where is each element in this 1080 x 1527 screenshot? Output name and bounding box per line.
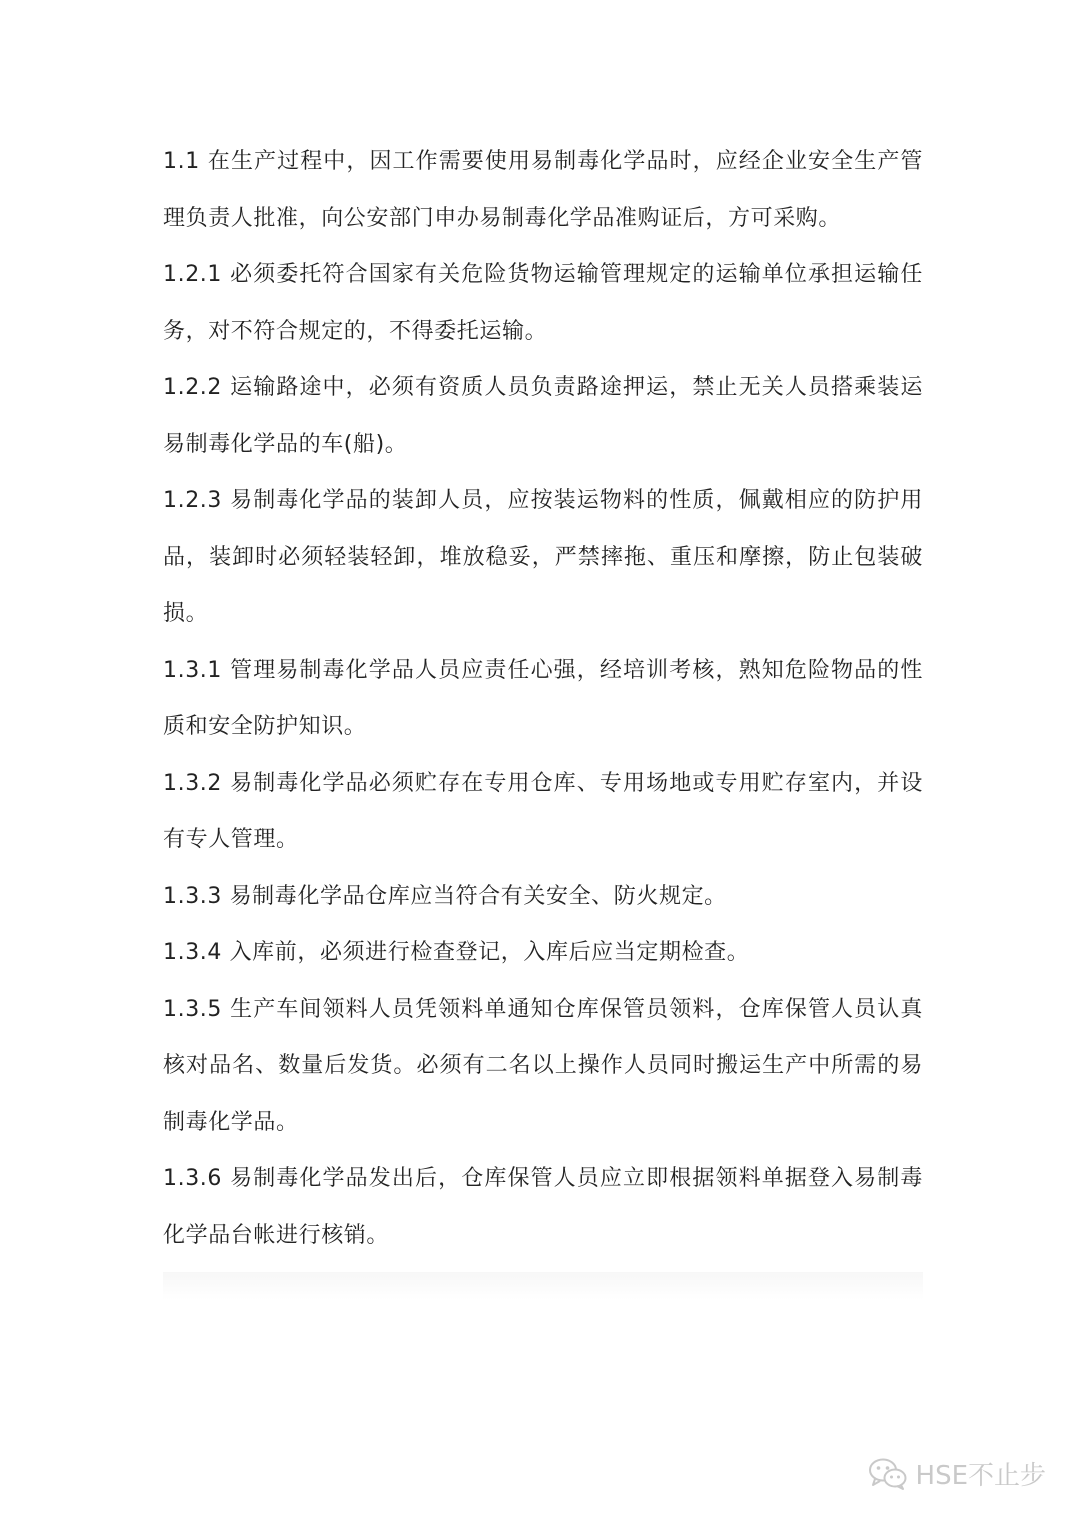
paragraph-1-1: 1.1 在生产过程中，因工作需要使用易制毒化学品时，应经企业安全生产管理负责人批准，向公安部门申办易制毒化学品准购证后，方可采购。 (163, 149, 923, 231)
document-body (163, 134, 923, 1264)
paragraph-1-3-6: 1.3.6 易制毒化学品发出后，仓库保管人员应立即根据领料单据登入易制毒化学品台帐进行核销。 (163, 1166, 923, 1248)
paragraph-1-3-5: 1.3.5 生产车间领料人员凭领料单通知仓库保管员领料，仓库保管人员认真核对品名、数量后发货。必须有二名以上操作人员同时搬运生产中所需的易制毒化学品。 (163, 996, 923, 1135)
paragraph-1-2-1: 1.2.1 必须委托符合国家有关危险货物运输管理规定的运输单位承担运输任务，对不符合规定的，不得委托运输。 (163, 262, 923, 344)
paragraph-1-2-3: 1.2.3 易制毒化学品的装卸人员，应按装运物料的性质，佩戴相应的防护用品，装卸时必须轻装轻卸，堆放稳妥，严禁摔拖、重压和摩擦，防止包装破损。 (163, 488, 923, 626)
paragraph-1-3-3: 1.3.3 易制毒化学品仓库应当符合有关安全、防火规定。 (163, 883, 727, 909)
watermark-text: HSE不止步 (915, 1461, 1046, 1491)
paragraph-1-2-2: 1.2.2 运输路途中，必须有资质人员负责路途押运，禁止无关人员搭乘装运易制毒化学品的车(船)。 (163, 375, 923, 457)
paragraph-1-3-4: 1.3.4 入库前，必须进行检查登记，入库后应当定期检查。 (163, 940, 750, 965)
wechat-icon (868, 1457, 908, 1491)
paragraph-1-3-1: 1.3.1 管理易制毒化学品人员应责任心强，经培训考核，熟知危险物品的性质和安全防护知识。 (163, 657, 923, 739)
paragraph-1-3-2: 1.3.2 易制毒化学品必须贮存在专用仓库、专用场地或专用贮存室内，并设有专人管理。 (163, 770, 923, 852)
footer-fade (163, 1272, 923, 1300)
watermark (868, 1455, 1046, 1492)
